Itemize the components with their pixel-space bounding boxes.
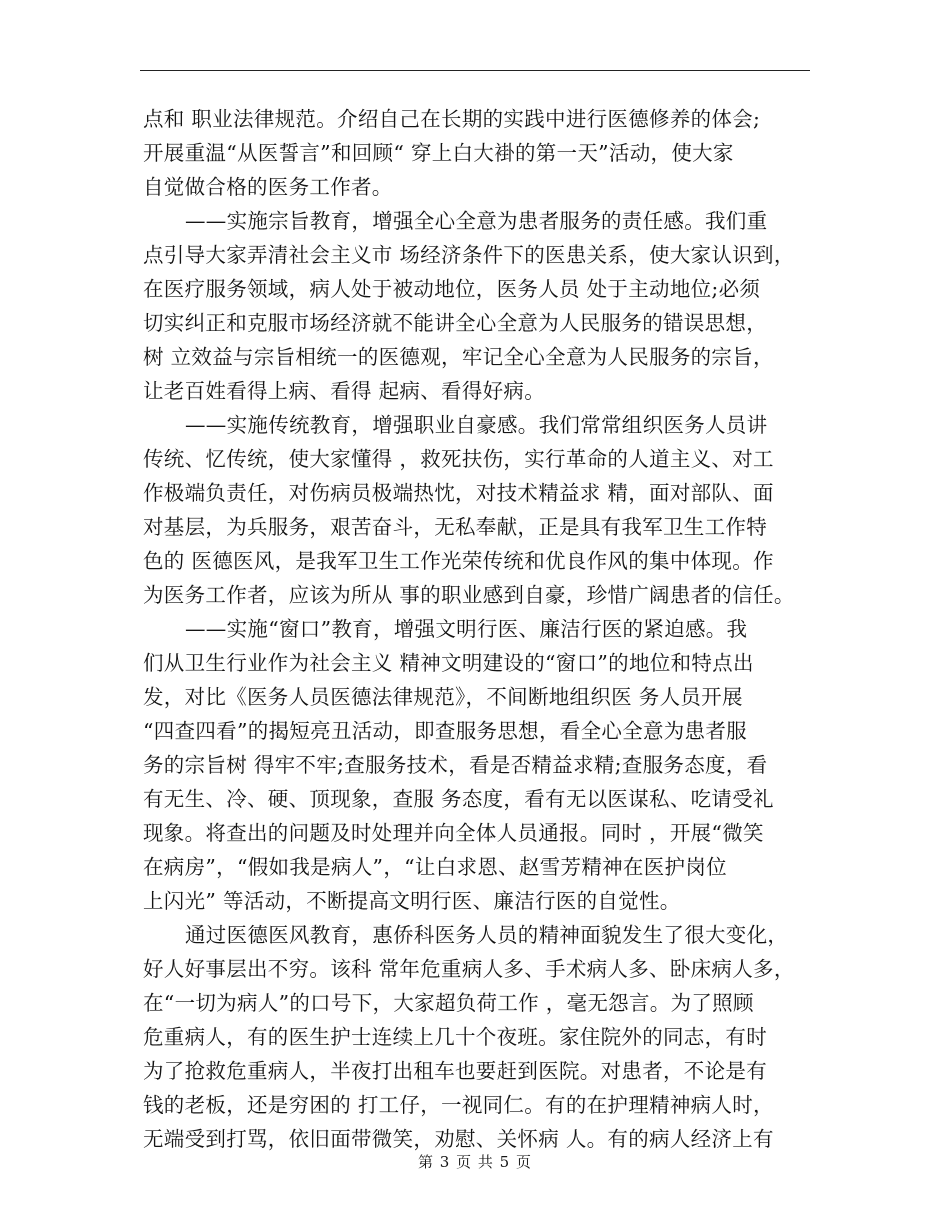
page-number: 第 3 页 共 5 页 bbox=[418, 1153, 532, 1171]
text-line: 树 立效益与宗旨相统一的医德观，牢记全心全意为人民服务的宗旨， bbox=[143, 345, 774, 369]
text-line: ——实施宗旨教育，增强全心全意为患者服务的责任感。我们重 bbox=[185, 209, 768, 233]
text-line: 色的 医德医风，是我军卫生工作光荣传统和优良作风的集中体现。作 bbox=[143, 549, 774, 573]
text-line: 上闪光” 等活动，不断提高文明行医、廉洁行医的自觉性。 bbox=[143, 889, 681, 913]
text-line: 在医疗服务领域，病人处于被动地位，医务人员 处于主动地位;必须 bbox=[143, 277, 761, 301]
text-line: 危重病人，有的医生护士连续上几十个夜班。家住院外的同志，有时 bbox=[143, 1025, 767, 1049]
text-line: 现象。将查出的问题及时处理并向全体人员通报。同时 ，开展“微笑 bbox=[143, 821, 764, 845]
text-line: 在“一切为病人”的口号下，大家超负荷工作 ，毫无怨言。为了照顾 bbox=[143, 991, 754, 1015]
text-line: 点和 职业法律规范。介绍自己在长期的实践中进行医德修养的体会; bbox=[143, 107, 761, 131]
text-line: 在病房”，“假如我是病人”，“让白求恩、赵雪芳精神在医护岗位 bbox=[143, 855, 727, 879]
text-line: 切实纠正和克服市场经济就不能讲全心全意为人民服务的错误思想， bbox=[143, 311, 767, 335]
text-line: 作极端负责任，对伤病员极端热忱，对技术精益求 精，面对部队、面 bbox=[143, 481, 774, 505]
text-line: “四查四看”的揭短亮丑活动，即查服务思想，看全心全意为患者服 bbox=[143, 719, 747, 743]
text-line: 让老百姓看得上病、看得 起病、看得好病。 bbox=[143, 379, 546, 403]
text-line: 有无生、冷、硬、顶现象，查服 务态度，看有无以医谋私、吃请受礼 bbox=[143, 787, 774, 811]
text-line: 自觉做合格的医务工作者。 bbox=[143, 175, 393, 199]
text-line: 对基层，为兵服务，艰苦奋斗，无私奉献，正是具有我军卫生工作特 bbox=[143, 515, 767, 539]
text-line: ——实施“窗口”教育，增强文明行医、廉洁行医的紧迫感。我 bbox=[185, 617, 748, 641]
text-line: 开展重温“从医誓言”和回顾“ 穿上白大褂的第一天”活动，使大家 bbox=[143, 141, 734, 165]
text-line: 点引导大家弄清社会主义市 场经济条件下的医患关系，使大家认识到， bbox=[143, 243, 795, 267]
text-line: 通过医德医风教育，惠侨科医务人员的精神面貌发生了很大变化， bbox=[185, 923, 789, 947]
text-line: 无端受到打骂，依旧面带微笑，劝慰、关怀病 人。有的病人经济上有 bbox=[143, 1127, 774, 1151]
text-line: 传统、忆传统，使大家懂得 ，救死扶伤，实行革命的人道主义、对工 bbox=[143, 447, 774, 471]
header-rule bbox=[140, 70, 810, 71]
text-line: 务的宗旨树 得牢不牢;查服务技术，看是否精益求精;查服务态度，看 bbox=[143, 753, 768, 777]
text-line: ——实施传统教育，增强职业自豪感。我们常常组织医务人员讲 bbox=[185, 413, 768, 437]
text-line: 钱的老板，还是穷困的 打工仔，一视同仁。有的在护理精神病人时， bbox=[143, 1093, 774, 1117]
text-line: 为了抢救危重病人，半夜打出租车也要赶到医院。对患者，不论是有 bbox=[143, 1059, 767, 1083]
text-line: 为医务工作者，应该为所从 事的职业感到自豪，珍惜广阔患者的信任。 bbox=[143, 583, 795, 607]
text-line: 们从卫生行业作为社会主义 精神文明建设的“窗口”的地位和特点出 bbox=[143, 651, 754, 675]
text-line: 好人好事层出不穷。该科 常年危重病人多、手术病人多、卧床病人多， bbox=[143, 957, 795, 981]
text-line: 发，对比《医务人员医德法律规范》，不间断地组织医 务人员开展 bbox=[143, 685, 743, 709]
